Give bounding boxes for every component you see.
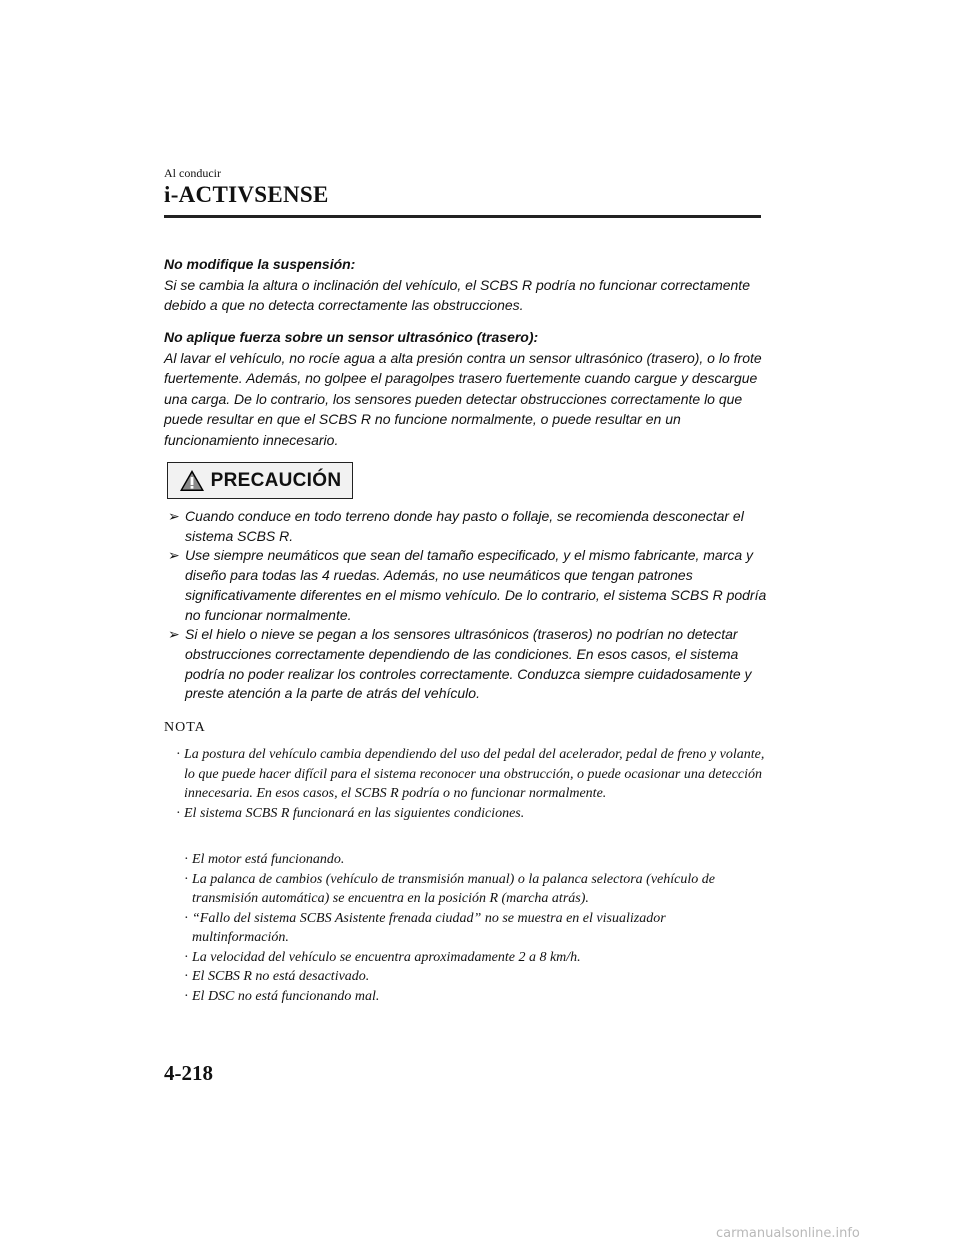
dot-bullet-icon: · [176,805,181,821]
condition-item: · La velocidad del vehículo se encuentra aproximadamente 2 a 8 km/h. [184,948,764,968]
condition-item: · El DSC no está funcionando mal. [184,987,764,1007]
condition-list [184,850,764,1006]
sensor-text: Al lavar el vehículo, no rocíe agua a alta presión contra un sensor ultrasónico (trasero), o lo frote fuertemente. Además, no golpee el paragolpes trasero fuertemente cuando cargue y descargue una carga. De lo contrario, los sensores pueden detectar obstrucciones correctamente lo que puede resultar en que el SCBS R no funcione normalmente, o puede resultar en un funcionamiento innecesario. [164,349,762,448]
note-item: · El sistema SCBS R funcionará en las siguientes condiciones. [176,804,766,824]
dot-bullet-icon: · [184,910,189,926]
dot-bullet-icon: · [184,852,189,867]
arrow-bullet-icon: ➢ [168,508,180,524]
condition-item: · La palanca de cambios (vehículo de transmisión manual) o la palanca selectora (vehículo de transmisión automática) se encuentra en la posición R (marcha atrás). [184,871,715,906]
dot-bullet-icon: · [184,871,189,887]
suspension-text: Si se cambia la altura o inclinación del vehículo, el SCBS R podría no funcionar correctamente debido a que no detecta correctamente las obstrucciones. [164,276,750,313]
dot-bullet-icon: · [184,949,189,965]
note-item: · La postura del vehículo cambia dependiendo del uso del pedal del acelerador, pedal de freno y volante, lo que puede hacer difícil para el sistema reconocer una obstrucción, o puede ocasionar una detección innecesaria. En esos casos, el SCBS R podría o no funcionar normalmente. [176,747,765,801]
condition-item: · El motor está funcionando. [184,850,764,870]
arrow-bullet-icon: ➢ [168,547,180,564]
note-list [176,745,766,823]
dot-bullet-icon: · [184,988,189,1004]
caution-header [167,462,353,499]
sensor-heading: No aplique fuerza sobre un sensor ultrasónico (trasero): [164,329,539,345]
note-label: NOTA [164,720,206,735]
caution-item: ➢ Use siempre neumáticos que sean del tamaño especificado, y el mismo fabricante, marca y diseño para todas las 4 ruedas. Además, no use neumáticos que tengan patrones significativamente diferentes en el mismo vehículo. De lo contrario, el sistema SCBS R podría no funcionar normalmente. [168,547,767,623]
condition-item: · El SCBS R no está desactivado. [184,967,764,987]
section-label: Al conducir [164,166,221,180]
sensor-paragraph [164,327,764,450]
dot-bullet-icon: · [184,969,189,984]
arrow-bullet-icon: ➢ [168,626,180,643]
title-divider [164,215,761,218]
caution-label: PRECAUCIÓN [210,469,342,491]
suspension-heading: No modifique la suspensión: [164,256,356,272]
dot-bullet-icon: · [176,747,181,762]
suspension-paragraph [164,254,764,316]
page-number: 4-218 [164,1061,213,1085]
watermark: carmanualsonline.info [716,1226,860,1241]
caution-list [168,507,768,704]
caution-item: ➢ Cuando conduce en todo terreno donde hay pasto o follaje, se recomienda desconectar el sistema SCBS R. [168,508,744,544]
condition-item: · “Fallo del sistema SCBS Asistente frenada ciudad” no se muestra en el visualizador multinformación. [184,910,666,945]
section-title: i-ACTIVSENSE [164,182,329,207]
warning-triangle-icon [179,469,205,492]
caution-item: ➢ Si el hielo o nieve se pegan a los sensores ultrasónicos (traseros) no podrían no detectar obstrucciones correctamente dependiendo de las condiciones. En esos casos, el sistema podría no poder realizar los controles correctamente. Conduzca siempre cuidadosamente y preste atención a la parte de atrás del vehículo. [168,626,752,702]
